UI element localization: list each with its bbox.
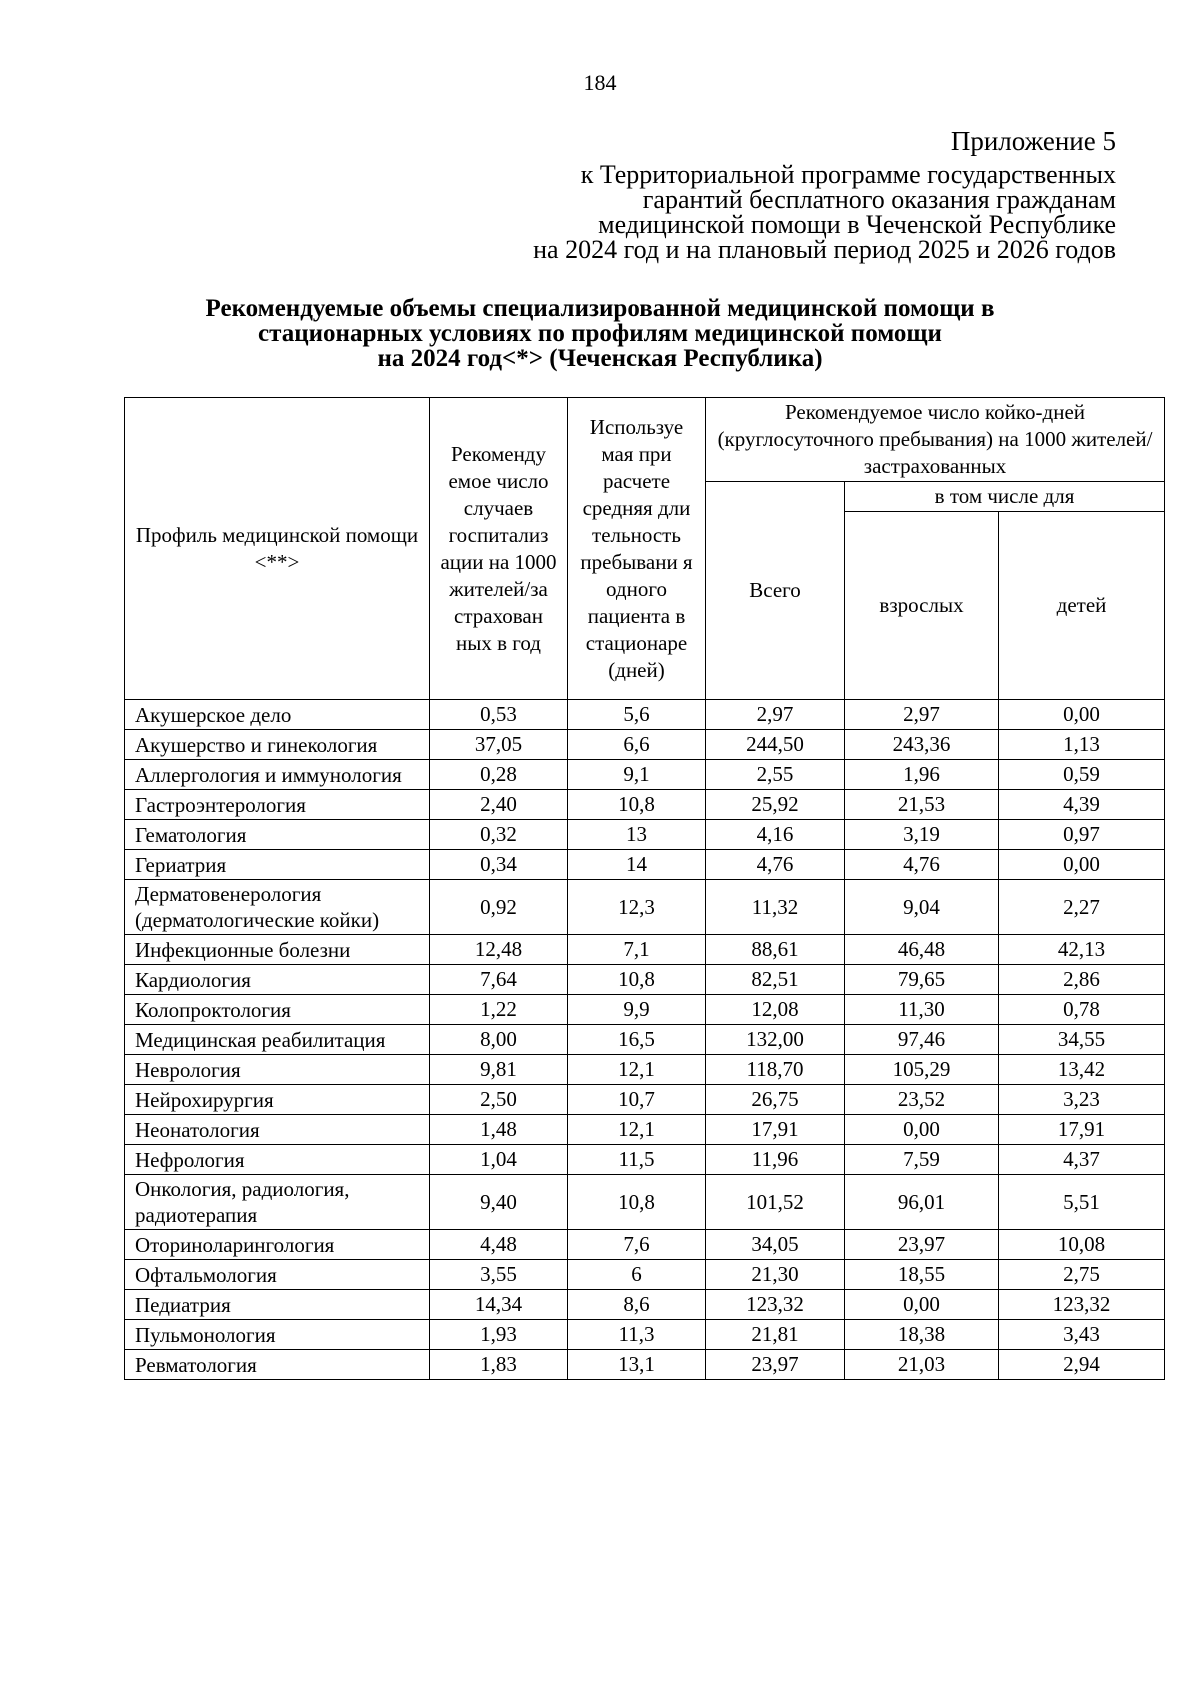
cell-adults: 1,96 bbox=[845, 760, 999, 790]
cell-profile: Кардиология bbox=[125, 965, 430, 995]
table-row bbox=[125, 1145, 1165, 1175]
cell-adults: 21,53 bbox=[845, 790, 999, 820]
table-row bbox=[125, 1350, 1165, 1380]
cell-children: 2,27 bbox=[999, 880, 1165, 935]
cell-duration: 13,1 bbox=[568, 1350, 706, 1380]
cell-duration: 9,1 bbox=[568, 760, 706, 790]
table-row bbox=[125, 760, 1165, 790]
appendix-line: гарантий бесплатного оказания гражданам bbox=[642, 185, 1116, 214]
cell-children: 0,00 bbox=[999, 850, 1165, 880]
cell-adults: 97,46 bbox=[845, 1025, 999, 1055]
cell-cases: 9,81 bbox=[430, 1055, 568, 1085]
cell-adults: 0,00 bbox=[845, 1115, 999, 1145]
cell-total: 21,30 bbox=[706, 1260, 845, 1290]
cell-profile: Акушерское дело bbox=[125, 700, 430, 730]
cell-duration: 12,3 bbox=[568, 880, 706, 935]
cell-adults: 3,19 bbox=[845, 820, 999, 850]
cell-total: 34,05 bbox=[706, 1230, 845, 1260]
cell-total: 26,75 bbox=[706, 1085, 845, 1115]
cell-adults: 105,29 bbox=[845, 1055, 999, 1085]
cell-duration: 8,6 bbox=[568, 1290, 706, 1320]
cell-profile: Медицинская реабилитация bbox=[125, 1025, 430, 1055]
cell-total: 2,55 bbox=[706, 760, 845, 790]
header-bed-days: Рекомендуемое число койко-дней (круглосуточного пребывания) на 1000 жителей/застрахованных bbox=[706, 398, 1165, 482]
cell-profile: Неонатология bbox=[125, 1115, 430, 1145]
cell-profile: Гастроэнтерология bbox=[125, 790, 430, 820]
cell-cases: 1,93 bbox=[430, 1320, 568, 1350]
cell-cases: 0,92 bbox=[430, 880, 568, 935]
cell-total: 21,81 bbox=[706, 1320, 845, 1350]
cell-cases: 14,34 bbox=[430, 1290, 568, 1320]
document-title-line: Рекомендуемые объемы специализированной медицинской помощи в bbox=[205, 295, 995, 322]
cell-profile: Дерматовенерология (дерматологические койки) bbox=[125, 880, 430, 935]
cell-adults: 21,03 bbox=[845, 1350, 999, 1380]
cell-cases: 37,05 bbox=[430, 730, 568, 760]
cell-profile: Аллергология и иммунология bbox=[125, 760, 430, 790]
header-cases: Рекоменду емое число случаев госпитализ ации на 1000 жителей/за страхован ных в год bbox=[430, 398, 568, 700]
cell-adults: 23,97 bbox=[845, 1230, 999, 1260]
table-row bbox=[125, 1230, 1165, 1260]
cell-adults: 9,04 bbox=[845, 880, 999, 935]
cell-adults: 23,52 bbox=[845, 1085, 999, 1115]
cell-duration: 7,6 bbox=[568, 1230, 706, 1260]
table-row bbox=[125, 790, 1165, 820]
table-row bbox=[125, 1320, 1165, 1350]
page-number: 184 bbox=[583, 70, 617, 95]
cell-cases: 0,34 bbox=[430, 850, 568, 880]
cell-profile: Оториноларингология bbox=[125, 1230, 430, 1260]
cell-cases: 2,40 bbox=[430, 790, 568, 820]
cell-profile: Пульмонология bbox=[125, 1320, 430, 1350]
cell-cases: 1,22 bbox=[430, 995, 568, 1025]
cell-total: 12,08 bbox=[706, 995, 845, 1025]
table-row bbox=[125, 880, 1165, 935]
table-body bbox=[125, 700, 1165, 1380]
cell-children: 3,23 bbox=[999, 1085, 1165, 1115]
cell-duration: 11,5 bbox=[568, 1145, 706, 1175]
cell-adults: 18,38 bbox=[845, 1320, 999, 1350]
cell-children: 34,55 bbox=[999, 1025, 1165, 1055]
cell-duration: 12,1 bbox=[568, 1055, 706, 1085]
cell-cases: 0,32 bbox=[430, 820, 568, 850]
cell-cases: 0,53 bbox=[430, 700, 568, 730]
volumes-table bbox=[124, 397, 1165, 1380]
cell-children: 2,75 bbox=[999, 1260, 1165, 1290]
cell-duration: 10,8 bbox=[568, 1175, 706, 1230]
table-row bbox=[125, 1025, 1165, 1055]
cell-children: 4,37 bbox=[999, 1145, 1165, 1175]
header-profile: Профиль медицинской помощи <**> bbox=[125, 398, 430, 700]
cell-total: 25,92 bbox=[706, 790, 845, 820]
cell-children: 13,42 bbox=[999, 1055, 1165, 1085]
cell-total: 11,32 bbox=[706, 880, 845, 935]
cell-cases: 1,04 bbox=[430, 1145, 568, 1175]
cell-total: 17,91 bbox=[706, 1115, 845, 1145]
cell-cases: 3,55 bbox=[430, 1260, 568, 1290]
cell-duration: 7,1 bbox=[568, 935, 706, 965]
cell-duration: 6 bbox=[568, 1260, 706, 1290]
table-row bbox=[125, 820, 1165, 850]
header-adults: взрослых bbox=[845, 512, 999, 700]
cell-adults: 11,30 bbox=[845, 995, 999, 1025]
appendix-line: медицинской помощи в Чеченской Республике bbox=[598, 210, 1116, 239]
cell-adults: 96,01 bbox=[845, 1175, 999, 1230]
cell-cases: 12,48 bbox=[430, 935, 568, 965]
document-title bbox=[0, 296, 1200, 371]
cell-total: 88,61 bbox=[706, 935, 845, 965]
cell-children: 10,08 bbox=[999, 1230, 1165, 1260]
cell-profile: Нейрохирургия bbox=[125, 1085, 430, 1115]
cell-adults: 46,48 bbox=[845, 935, 999, 965]
cell-children: 1,13 bbox=[999, 730, 1165, 760]
cell-total: 4,76 bbox=[706, 850, 845, 880]
cell-profile: Гериатрия bbox=[125, 850, 430, 880]
cell-duration: 6,6 bbox=[568, 730, 706, 760]
cell-profile: Нефрология bbox=[125, 1145, 430, 1175]
table-row bbox=[125, 995, 1165, 1025]
cell-profile: Неврология bbox=[125, 1055, 430, 1085]
cell-profile: Акушерство и гинекология bbox=[125, 730, 430, 760]
cell-adults: 7,59 bbox=[845, 1145, 999, 1175]
cell-total: 118,70 bbox=[706, 1055, 845, 1085]
cell-profile: Офтальмология bbox=[125, 1260, 430, 1290]
cell-total: 132,00 bbox=[706, 1025, 845, 1055]
cell-children: 17,91 bbox=[999, 1115, 1165, 1145]
cell-duration: 11,3 bbox=[568, 1320, 706, 1350]
cell-children: 123,32 bbox=[999, 1290, 1165, 1320]
cell-total: 11,96 bbox=[706, 1145, 845, 1175]
cell-duration: 10,7 bbox=[568, 1085, 706, 1115]
cell-children: 4,39 bbox=[999, 790, 1165, 820]
cell-children: 42,13 bbox=[999, 935, 1165, 965]
table-row bbox=[125, 1115, 1165, 1145]
cell-duration: 5,6 bbox=[568, 700, 706, 730]
cell-total: 123,32 bbox=[706, 1290, 845, 1320]
cell-duration: 10,8 bbox=[568, 965, 706, 995]
cell-total: 101,52 bbox=[706, 1175, 845, 1230]
table-row bbox=[125, 1260, 1165, 1290]
cell-total: 82,51 bbox=[706, 965, 845, 995]
cell-adults: 0,00 bbox=[845, 1290, 999, 1320]
header-total: Всего bbox=[706, 482, 845, 700]
cell-total: 23,97 bbox=[706, 1350, 845, 1380]
cell-profile: Гематология bbox=[125, 820, 430, 850]
cell-profile: Колопроктология bbox=[125, 995, 430, 1025]
cell-duration: 12,1 bbox=[568, 1115, 706, 1145]
cell-profile: Онкология, радиология, радиотерапия bbox=[125, 1175, 430, 1230]
cell-cases: 1,83 bbox=[430, 1350, 568, 1380]
cell-profile: Ревматология bbox=[125, 1350, 430, 1380]
cell-children: 2,94 bbox=[999, 1350, 1165, 1380]
cell-children: 5,51 bbox=[999, 1175, 1165, 1230]
document-title-line: на 2024 год<*> (Чеченская Республика) bbox=[377, 345, 823, 372]
cell-cases: 1,48 bbox=[430, 1115, 568, 1145]
table-row bbox=[125, 1290, 1165, 1320]
header-children: детей bbox=[999, 512, 1165, 700]
cell-adults: 2,97 bbox=[845, 700, 999, 730]
table-row bbox=[125, 700, 1165, 730]
table-row bbox=[125, 965, 1165, 995]
appendix-line: на 2024 год и на плановый период 2025 и 2026 годов bbox=[533, 235, 1116, 264]
table-row bbox=[125, 1085, 1165, 1115]
cell-total: 244,50 bbox=[706, 730, 845, 760]
header-including: в том числе для bbox=[845, 482, 1165, 512]
cell-cases: 4,48 bbox=[430, 1230, 568, 1260]
appendix-line: к Территориальной программе государственных bbox=[580, 160, 1116, 189]
cell-total: 4,16 bbox=[706, 820, 845, 850]
cell-cases: 9,40 bbox=[430, 1175, 568, 1230]
cell-duration: 9,9 bbox=[568, 995, 706, 1025]
cell-duration: 14 bbox=[568, 850, 706, 880]
cell-duration: 13 bbox=[568, 820, 706, 850]
cell-children: 0,59 bbox=[999, 760, 1165, 790]
cell-profile: Инфекционные болезни bbox=[125, 935, 430, 965]
cell-duration: 16,5 bbox=[568, 1025, 706, 1055]
cell-children: 3,43 bbox=[999, 1320, 1165, 1350]
cell-cases: 2,50 bbox=[430, 1085, 568, 1115]
document-title-line: стационарных условиях по профилям медицинской помощи bbox=[258, 320, 942, 347]
cell-children: 0,97 bbox=[999, 820, 1165, 850]
table-row bbox=[125, 850, 1165, 880]
appendix-block bbox=[533, 126, 1116, 262]
cell-children: 2,86 bbox=[999, 965, 1165, 995]
cell-adults: 4,76 bbox=[845, 850, 999, 880]
table-row bbox=[125, 730, 1165, 760]
header-duration: Используе мая при расчете средняя дли тельность пребывани я одного пациента в стационаре (дней) bbox=[568, 398, 706, 700]
cell-total: 2,97 bbox=[706, 700, 845, 730]
appendix-title: Приложение 5 bbox=[950, 126, 1116, 156]
table-row bbox=[125, 1055, 1165, 1085]
cell-children: 0,00 bbox=[999, 700, 1165, 730]
cell-cases: 8,00 bbox=[430, 1025, 568, 1055]
cell-adults: 79,65 bbox=[845, 965, 999, 995]
cell-cases: 0,28 bbox=[430, 760, 568, 790]
cell-profile: Педиатрия bbox=[125, 1290, 430, 1320]
cell-cases: 7,64 bbox=[430, 965, 568, 995]
cell-adults: 18,55 bbox=[845, 1260, 999, 1290]
table-row bbox=[125, 935, 1165, 965]
table-row bbox=[125, 1175, 1165, 1230]
cell-adults: 243,36 bbox=[845, 730, 999, 760]
cell-duration: 10,8 bbox=[568, 790, 706, 820]
cell-children: 0,78 bbox=[999, 995, 1165, 1025]
